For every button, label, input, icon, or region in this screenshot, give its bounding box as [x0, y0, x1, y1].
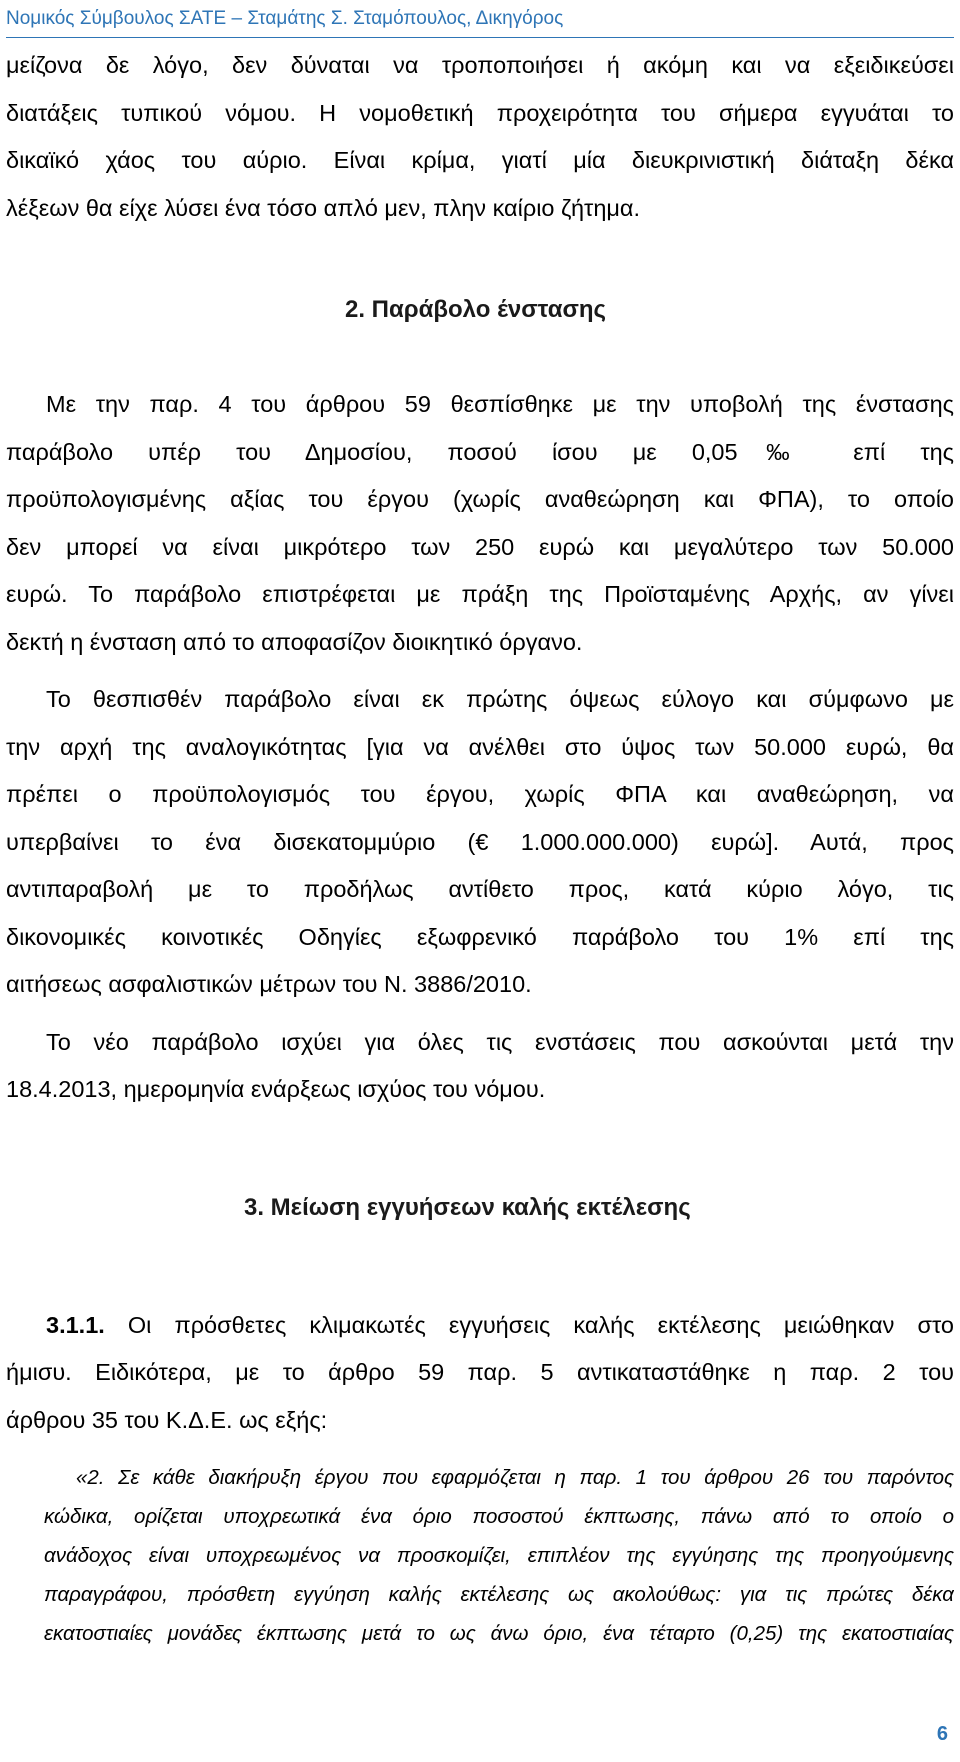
paragraph-s2-2	[6, 676, 954, 1009]
paragraph-s2-3	[6, 1019, 954, 1114]
text-line: διατάξεις τυπικού νόμου. Η νομοθετική προχειρότητα του σήμερα εγγυάται το	[6, 99, 954, 126]
text-line: παράβολο υπέρ του Δημοσίου, ποσού ίσου με 0,05‰ επί της	[6, 438, 954, 465]
text-line: προϋπολογισμένης αξίας του έργου (χωρίς αναθεώρηση και ΦΠΑ), το οποίο	[6, 486, 954, 512]
text-line: δεν μπορεί να είναι μικρότερο των 250 ευρώ και μεγαλύτερο των 50.000	[6, 533, 954, 560]
quote-line: παραγράφου, πρόσθετη εγγύηση καλής εκτέλεσης ως ακολούθως: για τις πρώτες δέκα	[44, 1583, 954, 1606]
section-heading-3: 3. Μείωση εγγυήσεων καλής εκτέλεσης	[244, 1193, 691, 1221]
text-line: λέξεων θα είχε λύσει ένα τόσο απλό μεν, πλην καίριο ζήτημα.	[6, 194, 641, 221]
page-number: 6	[936, 1723, 948, 1745]
text-line: 18.4.2013, ημερομηνία ενάρξεως ισχύος του νόμου.	[6, 1076, 546, 1102]
document-body	[6, 42, 954, 1653]
text-line: την αρχή της αναλογικότητας [για να ανέλθει στο ύψος των 50.000 ευρώ, θα	[6, 733, 954, 760]
clause-text: Οι πρόσθετες κλιμακωτές εγγυήσεις καλής εκτέλεσης μειώθηκαν στο	[127, 1311, 954, 1338]
paragraph-intro	[6, 42, 954, 232]
spacer	[6, 1444, 954, 1458]
text-line: Το θεσπισθέν παράβολο είναι εκ πρώτης όψεως εύλογο και σύμφωνο με	[46, 686, 954, 712]
text-line	[6, 1302, 954, 1350]
text-line: ευρώ. Το παράβολο επιστρέφεται με πράξη της Προϊσταμένης Αρχής, αν γίνει	[6, 581, 954, 607]
text-line: πρέπει ο προϋπολογισμός του έργου, χωρίς ΦΠΑ και αναθεώρηση, να	[6, 781, 954, 807]
clause-number: 3.1.1.	[46, 1311, 105, 1338]
text-line: υπερβαίνει το ένα δισεκατομμύριο (€ 1.000.000.000) ευρώ]. Αυτά, προς	[6, 828, 954, 855]
text-line: άρθρου 35 του Κ.Δ.Ε. ως εξής:	[6, 1406, 328, 1433]
text-line: Το νέο παράβολο ισχύει για όλες τις ενστάσεις που ασκούνται μετά την	[46, 1028, 954, 1055]
text-line: δικαϊκό χάος του αύριο. Είναι κρίμα, γιατί μία διευκρινιστική διάταξη δέκα	[6, 147, 954, 173]
text-line: αιτήσεως ασφαλιστικών μέτρων του Ν. 3886/2010.	[6, 971, 532, 997]
paragraph-s3-1	[6, 1302, 954, 1445]
header-divider	[6, 37, 954, 38]
quote-line: ανάδοχος είναι υποχρεωμένος να προσκομίζει, επιπλέον της εγγύησης της προηγούμενης	[44, 1544, 954, 1567]
text-line: δεκτή η ένσταση από το αποφασίζον διοικητικό όργανο.	[6, 628, 583, 655]
section-heading-2: 2. Παράβολο ένστασης	[345, 296, 607, 323]
text-line: Με την παρ. 4 του άρθρου 59 θεσπίσθηκε με την υποβολή της ένστασης	[46, 391, 954, 417]
quote-line: εκατοστιαίες μονάδες έκπτωσης μετά το ως άνω όριο, ένα τέταρτο (0,25) της εκατοστιαίας	[44, 1622, 954, 1645]
paragraph-s2-1	[6, 381, 954, 666]
spacer	[6, 232, 954, 295]
text-line: αντιπαραβολή με το προδήλως αντίθετο προς, κατά κύριο λόγο, τις	[6, 876, 954, 902]
quote-line: «2. Σε κάθε διακήρυξη έργου που εφαρμόζεται η παρ. 1 του άρθρου 26 του παρόντος	[76, 1466, 954, 1489]
quote-line: κώδικα, ορίζεται υποχρεωτικά ένα όριο ποσοστού έκπτωσης, πάνω από το οποίο ο	[44, 1505, 954, 1528]
spacer	[6, 1223, 954, 1302]
spacer	[6, 1009, 954, 1019]
running-header: Νομικός Σύμβουλος ΣΑΤΕ – Σταμάτης Σ. Σταμόπουλος, Δικηγόρος	[6, 8, 564, 29]
spacer	[6, 1114, 954, 1193]
text-line: μείζονα δε λόγο, δεν δύναται να τροποποιήσει ή ακόμη και να εξειδικεύσει	[6, 52, 954, 78]
spacer	[6, 666, 954, 676]
quoted-provision	[6, 1458, 954, 1653]
spacer	[6, 325, 954, 381]
text-line: δικονομικές κοινοτικές Οδηγίες εξωφρενικό παράβολο του 1% επί της	[6, 923, 954, 950]
text-line: ήμισυ. Ειδικότερα, με το άρθρο 59 παρ. 5 αντικαταστάθηκε η παρ. 2 του	[6, 1359, 954, 1385]
